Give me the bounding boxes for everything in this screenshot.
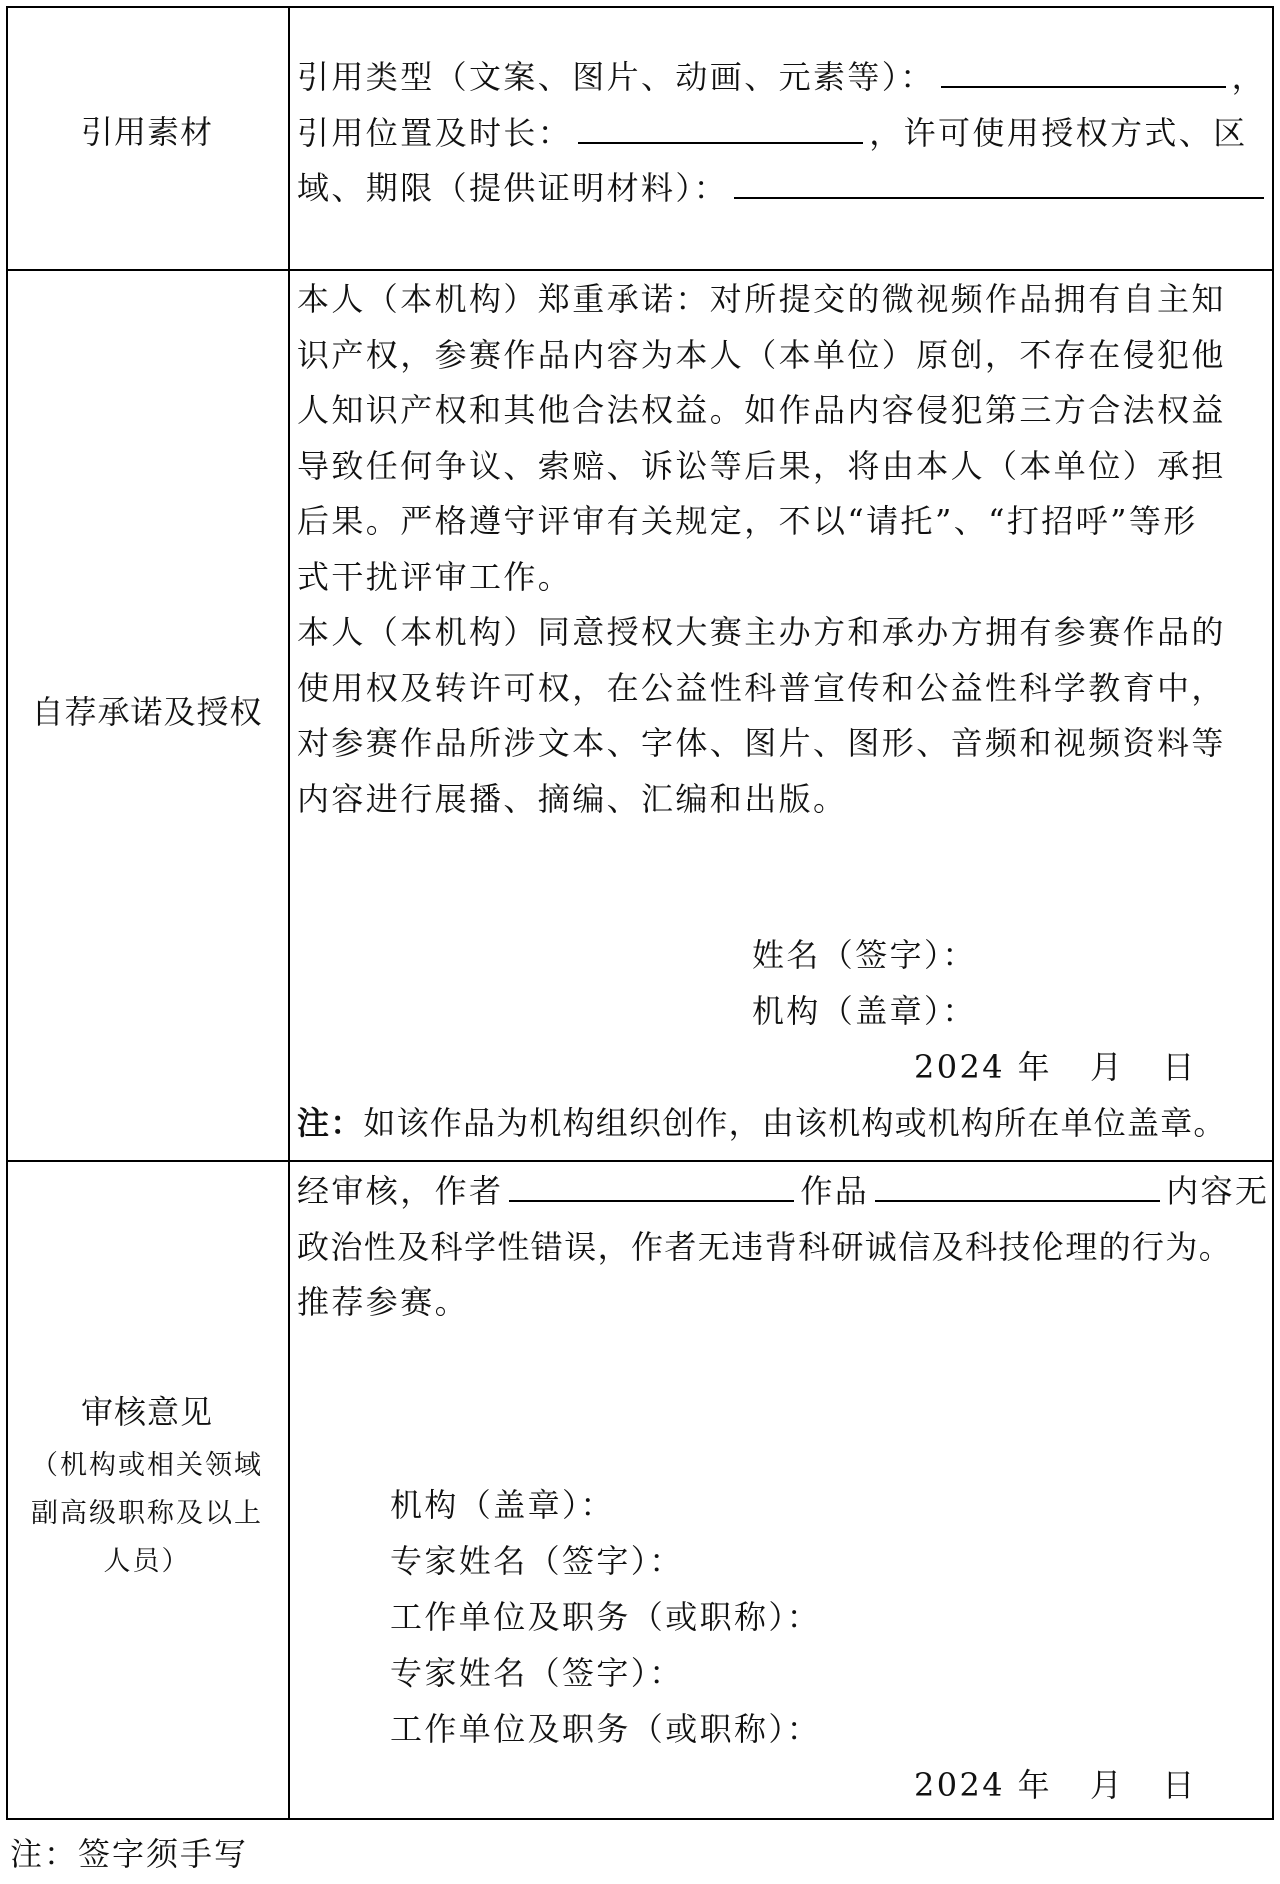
footer-note: 注：签字须手写 <box>10 1835 249 1873</box>
commitment-p2-line: 本人（本机构）同意授权大赛主办方和承办方拥有参赛作品的 <box>297 613 1226 651</box>
citation-license-blank[interactable] <box>734 167 1264 199</box>
column-divider <box>288 6 290 1820</box>
commitment-content <box>297 272 1267 827</box>
review-content <box>297 1164 1270 1331</box>
commitment-date: 2024 年 月 日 <box>914 1048 1197 1086</box>
review-line-3: 推荐参赛。 <box>297 1283 470 1321</box>
commitment-p2-line: 对参赛作品所涉文本、字体、图片、图形、音频和视频资料等 <box>297 724 1226 762</box>
review-line-1: 经审核，作者 作品 内容无 <box>297 1172 1270 1210</box>
review-date: 2024 年 月 日 <box>914 1766 1197 1804</box>
review-line-2: 政治性及科学性错误，作者无违背科研诚信及科技伦理的行为。 <box>297 1227 1233 1266</box>
commitment-p2-line: 使用权及转许可权，在公益性科普宣传和公益性科学教育中， <box>297 668 1226 707</box>
review-sig-line: 专家姓名（签字）： <box>390 1654 684 1692</box>
row-divider-2 <box>6 1160 1274 1162</box>
signature-name-label: 姓名（签字）： <box>752 936 977 974</box>
commitment-p1-line: 人知识产权和其他合法权益。如作品内容侵犯第三方合法权益 <box>297 391 1226 429</box>
citation-line-3: 域、期限（提供证明材料）： <box>297 161 1267 217</box>
commitment-note: 注：如该作品为机构组织创作，由该机构或机构所在单位盖章。 <box>297 1104 1227 1142</box>
citation-position-blank[interactable] <box>578 112 863 144</box>
commitment-p2-line: 内容进行展播、摘编、汇编和出版。 <box>297 779 848 818</box>
citation-label: 引用素材 <box>80 113 213 151</box>
citation-line-1: 引用类型（文案、图片、动画、元素等）： ， <box>297 58 1267 96</box>
review-sig-line: 工作单位及职务（或职称）： <box>390 1598 822 1636</box>
citation-line-2: 引用位置及时长： ，许可使用授权方式、区 <box>297 113 1248 152</box>
commitment-p1-line: 导致任何争议、索赔、诉讼等后果，将由本人（本单位）承担 <box>297 446 1226 485</box>
commitment-p1-line: 本人（本机构）郑重承诺：对所提交的微视频作品拥有自主知 <box>297 280 1226 318</box>
signature-org-label: 机构（盖章）： <box>752 992 977 1030</box>
commitment-p1-line: 识产权，参赛作品内容为本人（本单位）原创，不存在侵犯他 <box>297 335 1226 374</box>
review-sig-line: 工作单位及职务（或职称）： <box>390 1710 822 1748</box>
review-label: 审核意见 <box>80 1393 213 1431</box>
commitment-label: 自荐承诺及授权 <box>31 693 263 731</box>
review-sig-line: 专家姓名（签字）： <box>390 1542 684 1580</box>
citation-type-blank[interactable] <box>941 56 1226 88</box>
commitment-p1-line: 后果。严格遵守评审有关规定，不以“请托”、“打招呼”等形 <box>297 502 1198 540</box>
citation-content <box>297 50 1267 217</box>
commitment-p1-line: 式干扰评审工作。 <box>297 557 573 596</box>
review-sig-line: 机构（盖章）： <box>390 1486 615 1524</box>
review-work-blank[interactable] <box>875 1170 1160 1202</box>
row-divider-1 <box>6 269 1274 271</box>
review-author-blank[interactable] <box>509 1170 794 1202</box>
review-sublabel: （机构或相关领域 副高级职称及以上 人员） <box>31 1450 263 1577</box>
